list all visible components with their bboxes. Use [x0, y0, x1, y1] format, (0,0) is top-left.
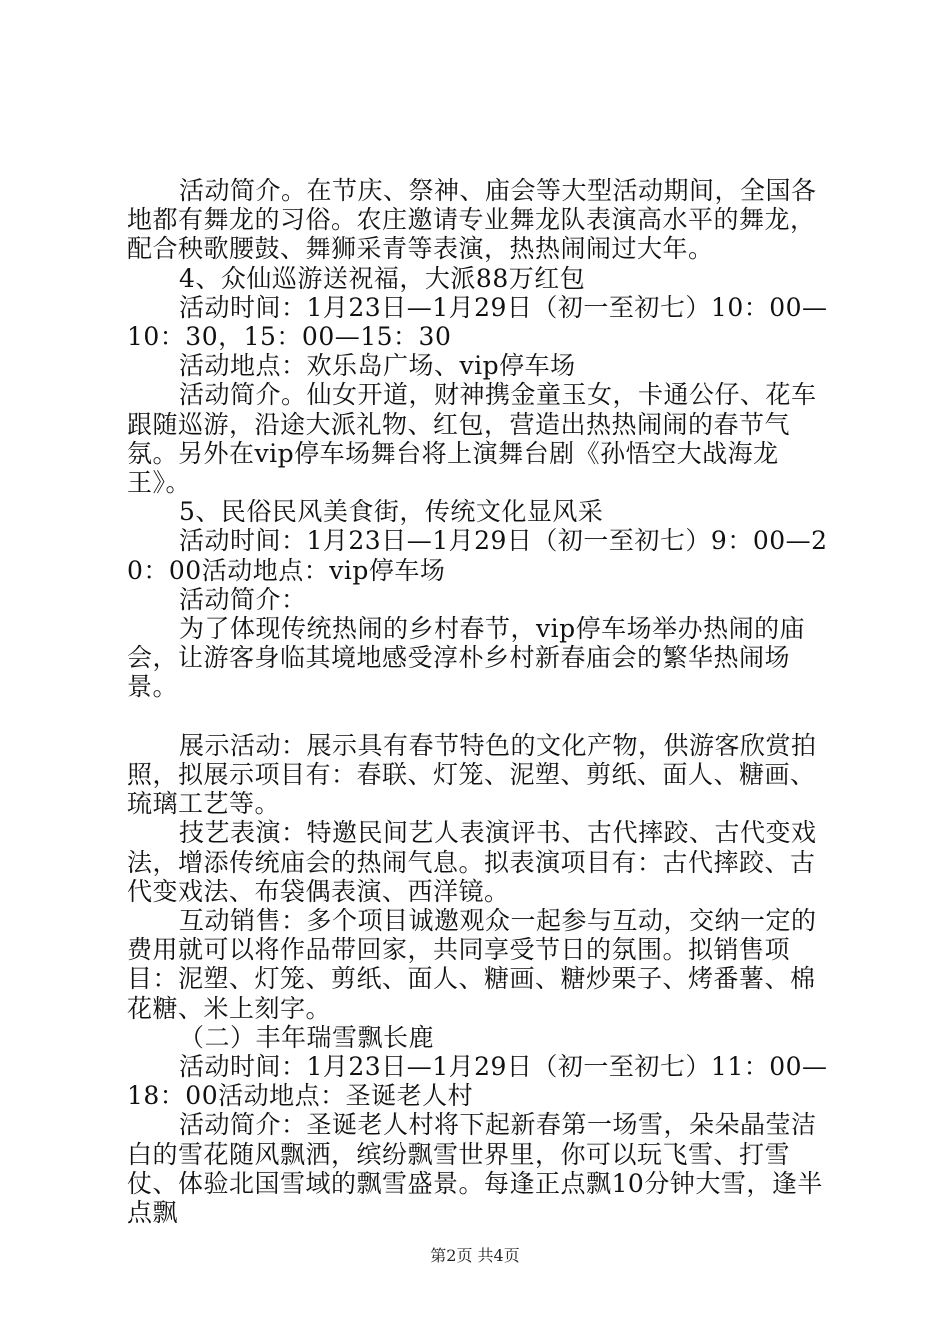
section-heading: 4、众仙巡游送祝福，大派88万红包 — [179, 263, 586, 293]
section-heading: 5、民俗民风美食街，传统文化显风采 — [179, 497, 604, 527]
section-heading: （二）丰年瑞雪飘长鹿 — [179, 1022, 435, 1052]
paragraph: 互动销售：多个项目诚邀观众一起参与互动，交纳一定的费用就可以将作品带回家，共同享受节日的氛围。拟销售项目：泥塑、灯笼、剪纸、面人、糖画、糖炒栗子、烤番薯、棉花糖、米上刻字。 — [127, 906, 817, 1023]
paragraph: 活动时间：1月23日—1月29日（初一至初七）11：00—18：00活动地点：圣诞老人村 — [127, 1052, 828, 1111]
paragraph: 展示活动：展示具有春节特色的文化产物，供游客欣赏拍照，拟展示项目有：春联、灯笼、泥塑、剪纸、面人、糖画、琉璃工艺等。 — [127, 730, 817, 819]
page-footer: 第2页 共4页 — [430, 1246, 520, 1265]
paragraph: 技艺表演：特邀民间艺人表演评书、古代摔跤、古代变戏法，增添传统庙会的热闹气息。拟表演项目有：古代摔跤、古代变戏法、布袋偶表演、西洋镜。 — [127, 818, 817, 906]
paragraph: 活动简介：圣诞老人村将下起新春第一场雪，朵朵晶莹洁白的雪花随风飘洒，缤纷飘雪世界里，你可以玩飞雪、打雪仗、体验北国雪域的飘雪盛景。每逢正点飘10分钟大雪，逢半点飘 — [127, 1110, 823, 1228]
paragraph: 活动时间：1月23日—1月29日（初一至初七）10：00—10：30，15：00—15：30 — [127, 292, 828, 352]
paragraph: 为了体现传统热闹的乡村春节，vip停车场举办热闹的庙会，让游客身临其境地感受淳朴乡村新春庙会的繁华热闹场景。 — [127, 614, 806, 702]
blank-line — [127, 702, 833, 731]
paragraph: 活动时间：1月23日—1月29日（初一至初七）9：00—20：00活动地点：vip停车场 — [127, 526, 828, 585]
paragraph: 活动地点：欢乐岛广场、vip停车场 — [179, 351, 576, 381]
paragraph: 活动简介： — [179, 584, 307, 614]
paragraph: 活动简介。仙女开道，财神携金童玉女，卡通公仔、花车跟随巡游，沿途大派礼物、红包，营造出热热闹闹的春节气氛。另外在vip停车场舞台将上演舞台剧《孙悟空大战海龙王》。 — [127, 380, 817, 498]
document-body — [127, 176, 833, 1227]
paragraph: 活动简介。在节庆、祭神、庙会等大型活动期间，全国各地都有舞龙的习俗。农庄邀请专业舞龙队表演高水平的舞龙，配合秧歌腰鼓、舞狮采青等表演，热热闹闹过大年。 — [127, 176, 817, 264]
